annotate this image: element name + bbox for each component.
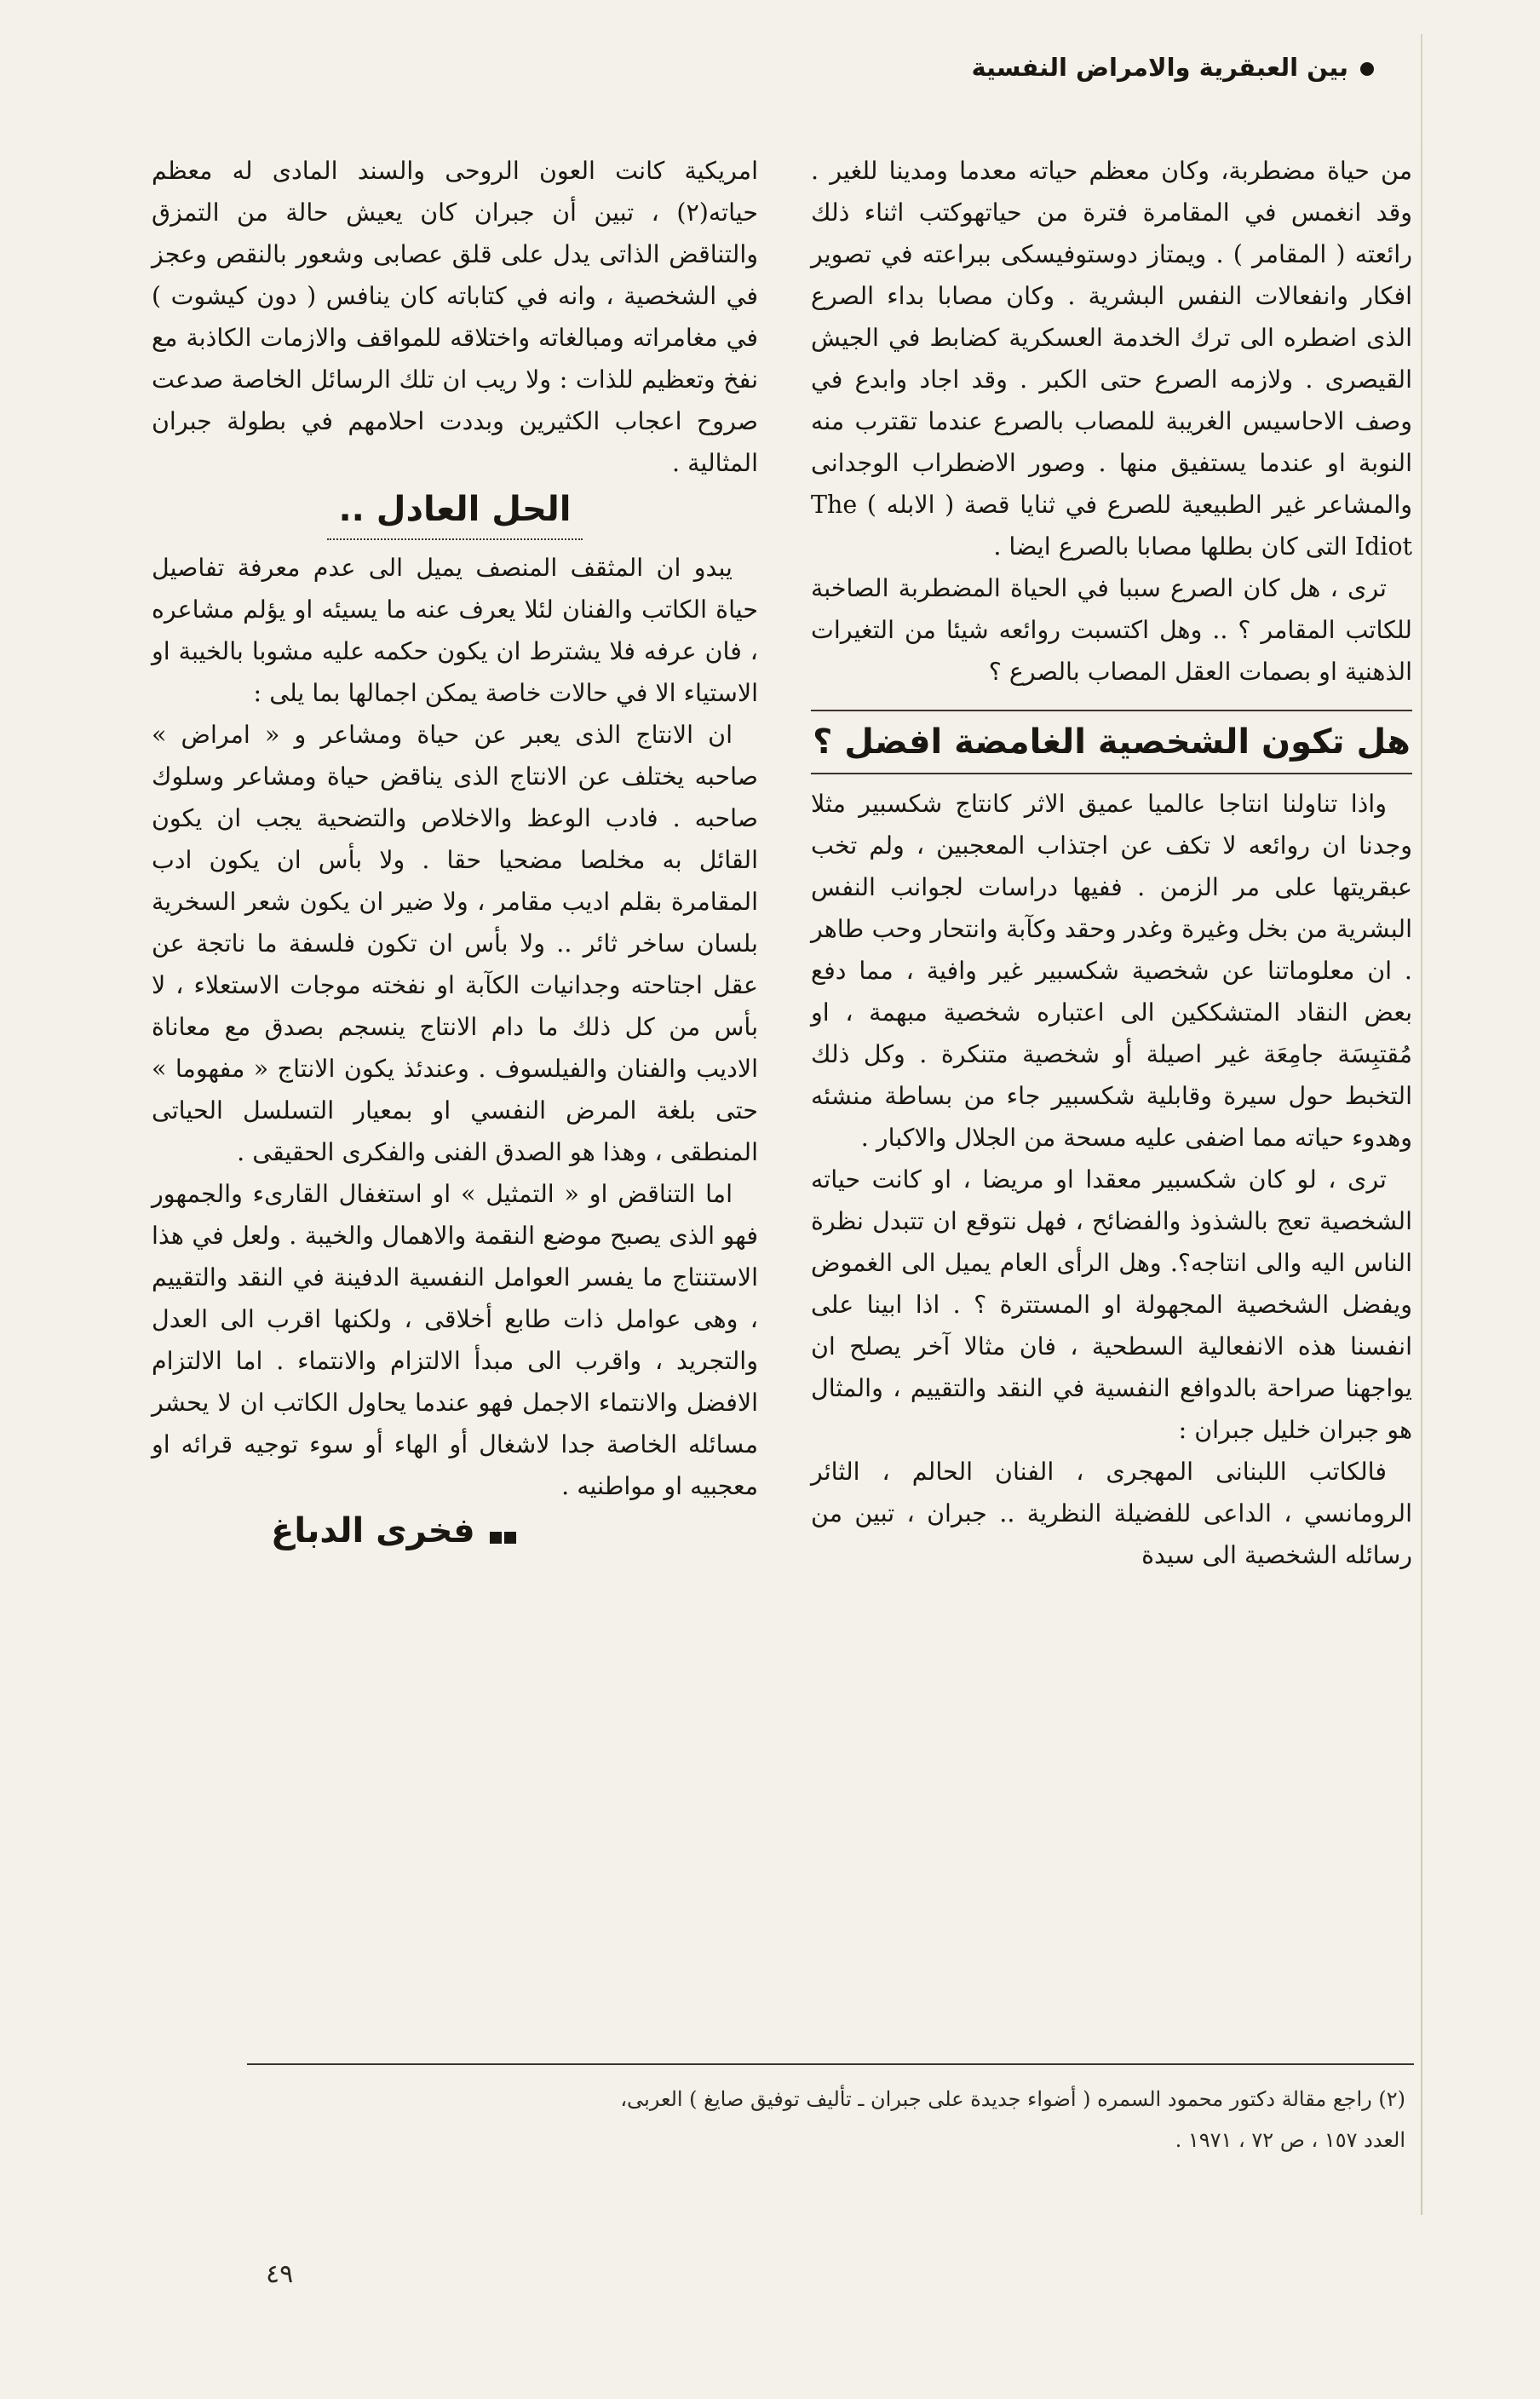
author-name: فخرى الدباغ: [271, 1511, 475, 1550]
right-column: [811, 150, 1412, 1576]
right-paragraph-4: ترى ، لو كان شكسبير معقدا او مريضا ، او كانت حياته الشخصية تعج بالشذوذ والفضائح ، فهل نتوقع ان تتبدل نظرة الناس اليه والى انتاجه؟. وهل الرأى العام يميل الى الغموض ويفضل الشخصية المجهولة او المستترة ؟ . اذا ابينا على انفسنا هذه الانفعالية السطحية ، فان مثالا آخر يصلح ان يواجهنا صراحة بالدوافع النفسية في النقد والتقييم ، والمثال هو جبران خليل جبران :: [811, 1165, 1412, 1444]
running-title: بين العبقرية والامراض النفسية: [971, 53, 1348, 82]
right-paragraph-2: ترى ، هل كان الصرع سببا في الحياة المضطربة الصاخبة للكاتب المقامر ؟ .. وهل اكتسبت روائعه شيئا من التغيرات الذهنية او بصمات العقل المصاب بالصرع ؟: [811, 574, 1412, 686]
right-paragraph-1: من حياة مضطربة، وكان معظم حياته معدما ومدينا للغير . وقد انغمس في المقامرة فترة من حياتهوكتب اثناء ذلك رائعته ( المقامر ) . ويمتاز دوستوفيسكى ببراعته في تصوير افكار وانفعالات النفس البشرية . وكان مصابا بداء الصرع الذى اضطره الى ترك الخدمة العسكرية كضابط في الجيش القيصرى . ولازمه الصرع حتى الكبر . وقد اجاد وابدع في وصف الاحاسيس الغريبة للمصاب بالصرع عندما تقترب منه النوبة او عندما يستفيق منها . وصور الاضطراب الوجدانى والمشاعر غير الطبيعية للصرع في ثنايا قصة ( الابله ) The Idiot التى كان بطلها مصابا بالصرع ايضا .: [811, 157, 1412, 561]
left-paragraph-2: يبدو ان المثقف المنصف يميل الى عدم معرفة تفاصيل حياة الكاتب والفنان لئلا يعرف عنه ما يسيئه او يؤلم مشاعره ، فان عرفه فلا يشترط ان يكون حكمه عليه مشوبا بالخيبة او الاستياء الا في حالات خاصة يمكن اجمالها بما يلى :: [152, 554, 758, 707]
section-rule-top: [811, 710, 1412, 711]
section-heading-fair-solution: الحل العادل ..: [338, 490, 572, 529]
section-rule-bottom: [811, 773, 1412, 774]
scan-edge-shadow: [1421, 34, 1422, 2215]
footnote: [256, 2079, 1405, 2160]
left-paragraph-3: ان الانتاج الذى يعبر عن حياة ومشاعر و « امراض » صاحبه يختلف عن الانتاج الذى يناقض حياة ومشاعر وسلوك صاحبه . فادب الوعظ والاخلاص والتضحية يجب ان يكون القائل به مخلصا مضحيا حقا . ولا بأس ان يكون ادب المقامرة بقلم اديب مقامر ، ولا ضير ان يكون شعر السخرية بلسان ساخر ثائر .. ولا بأس ان تكون فلسفة ما ناتجة عن عقل اجتاحته وجدانيات الكآبة او نفخته موجات الاستعلاء ، لا بأس من كل ذلك ما دام الانتاج ينسجم بصدق مع معاناة الاديب والفنان والفيلسوف . وعندئذ يكون الانتاج « مفهوما » حتى بلغة المرض النفسي او بمعيار التسلسل الحياتى المنطقى ، وهذا هو الصدق الفنى والفكرى الحقيقى .: [152, 721, 758, 1166]
right-paragraph-3: واذا تناولنا انتاجا عالميا عميق الاثر كانتاج شكسبير مثلا وجدنا ان روائعه لا تكف عن اجتذاب المعجبين ، ولم تخب عبقريتها على مر الزمن . ففيها دراسات لجوانب النفس البشرية من بخل وغيرة وغدر وحقد وكآبة وانتحار وحب طاهر . ان معلوماتنا عن شخصية شكسبير غير وافية ، مما دفع بعض النقاد المتشككين الى اعتباره شخصية مبهمة ، او مُقتبِسَة جامِعَة غير اصيلة أو شخصية متنكرة . وكل ذلك التخبط حول سيرة وقابلية شكسبير جاء من بساطة منشئه وهدوء حياته مما اضفى عليه مسحة من الجلال والاكبار .: [811, 790, 1412, 1152]
author-signature: [152, 1510, 758, 1554]
footnote-line-1: (٢) راجع مقالة دكتور محمود السمره ( أضواء جديدة على جبران ـ تأليف توفيق صايغ ) العربى،: [620, 2087, 1405, 2111]
left-paragraph-4: اما التناقض او « التمثيل » او استغفال القارىء والجمهور فهو الذى يصبح موضع النقمة والاهمال والخيبة . ولعل في هذا الاستنتاج ما يفسر العوامل النفسية الدفينة في النقد والتقييم ، وهى عوامل ذات طابع أخلاقى ، ولكنها اقرب الى العدل والتجريد ، واقرب الى مبدأ الالتزام والانتماء . اما الالتزام الافضل والانتماء الاجمل فهو عندما يحاول الكاتب ان لا يحشر مسائله الخاصة جدا لاشغال أو الهاء أو سوء توجيه قرائه او معجبيه او مواطنيه .: [152, 1180, 758, 1500]
left-paragraph-1: امريكية كانت العون الروحى والسند المادى له معظم حياته(٢) ، تبين أن جبران كان يعيش حالة من التمزق والتناقض الذاتى يدل على قلق عصابى وشعور بالنقص وعجز في الشخصية ، وانه في كتاباته كان ينافس ( دون كيشوت ) في مغامراته ومبالغاته واختلاقه للمواقف والازمات الكاذبة مع نفخ وتعظيم للذات : ولا ريب ان تلك الرسائل الخاصة صدعت صروح اعجاب الكثيرين وبددت احلامهم في بطولة جبران المثالية .: [152, 157, 758, 477]
page-number: ٤٩: [266, 2259, 294, 2289]
footnote-rule: [247, 2063, 1414, 2065]
footnote-line-2: العدد ١٥٧ ، ص ٧٢ ، ١٩٧١ .: [1175, 2128, 1405, 2152]
heading-underline: [327, 533, 583, 540]
left-column: [152, 150, 758, 1554]
end-of-article-mark-icon: [487, 1512, 516, 1554]
right-paragraph-5: فالكاتب اللبنانى المهجرى ، الفنان الحالم ، الثائر الرومانسي ، الداعى للفضيلة النظرية .. جبران ، تبين من رسائله الشخصية الى سيدة: [811, 1458, 1412, 1569]
bullet-icon: [1360, 62, 1374, 76]
running-header: [778, 53, 1374, 82]
section-heading-ambiguous-personality: هل تكون الشخصية الغامضة افضل ؟: [813, 722, 1411, 762]
